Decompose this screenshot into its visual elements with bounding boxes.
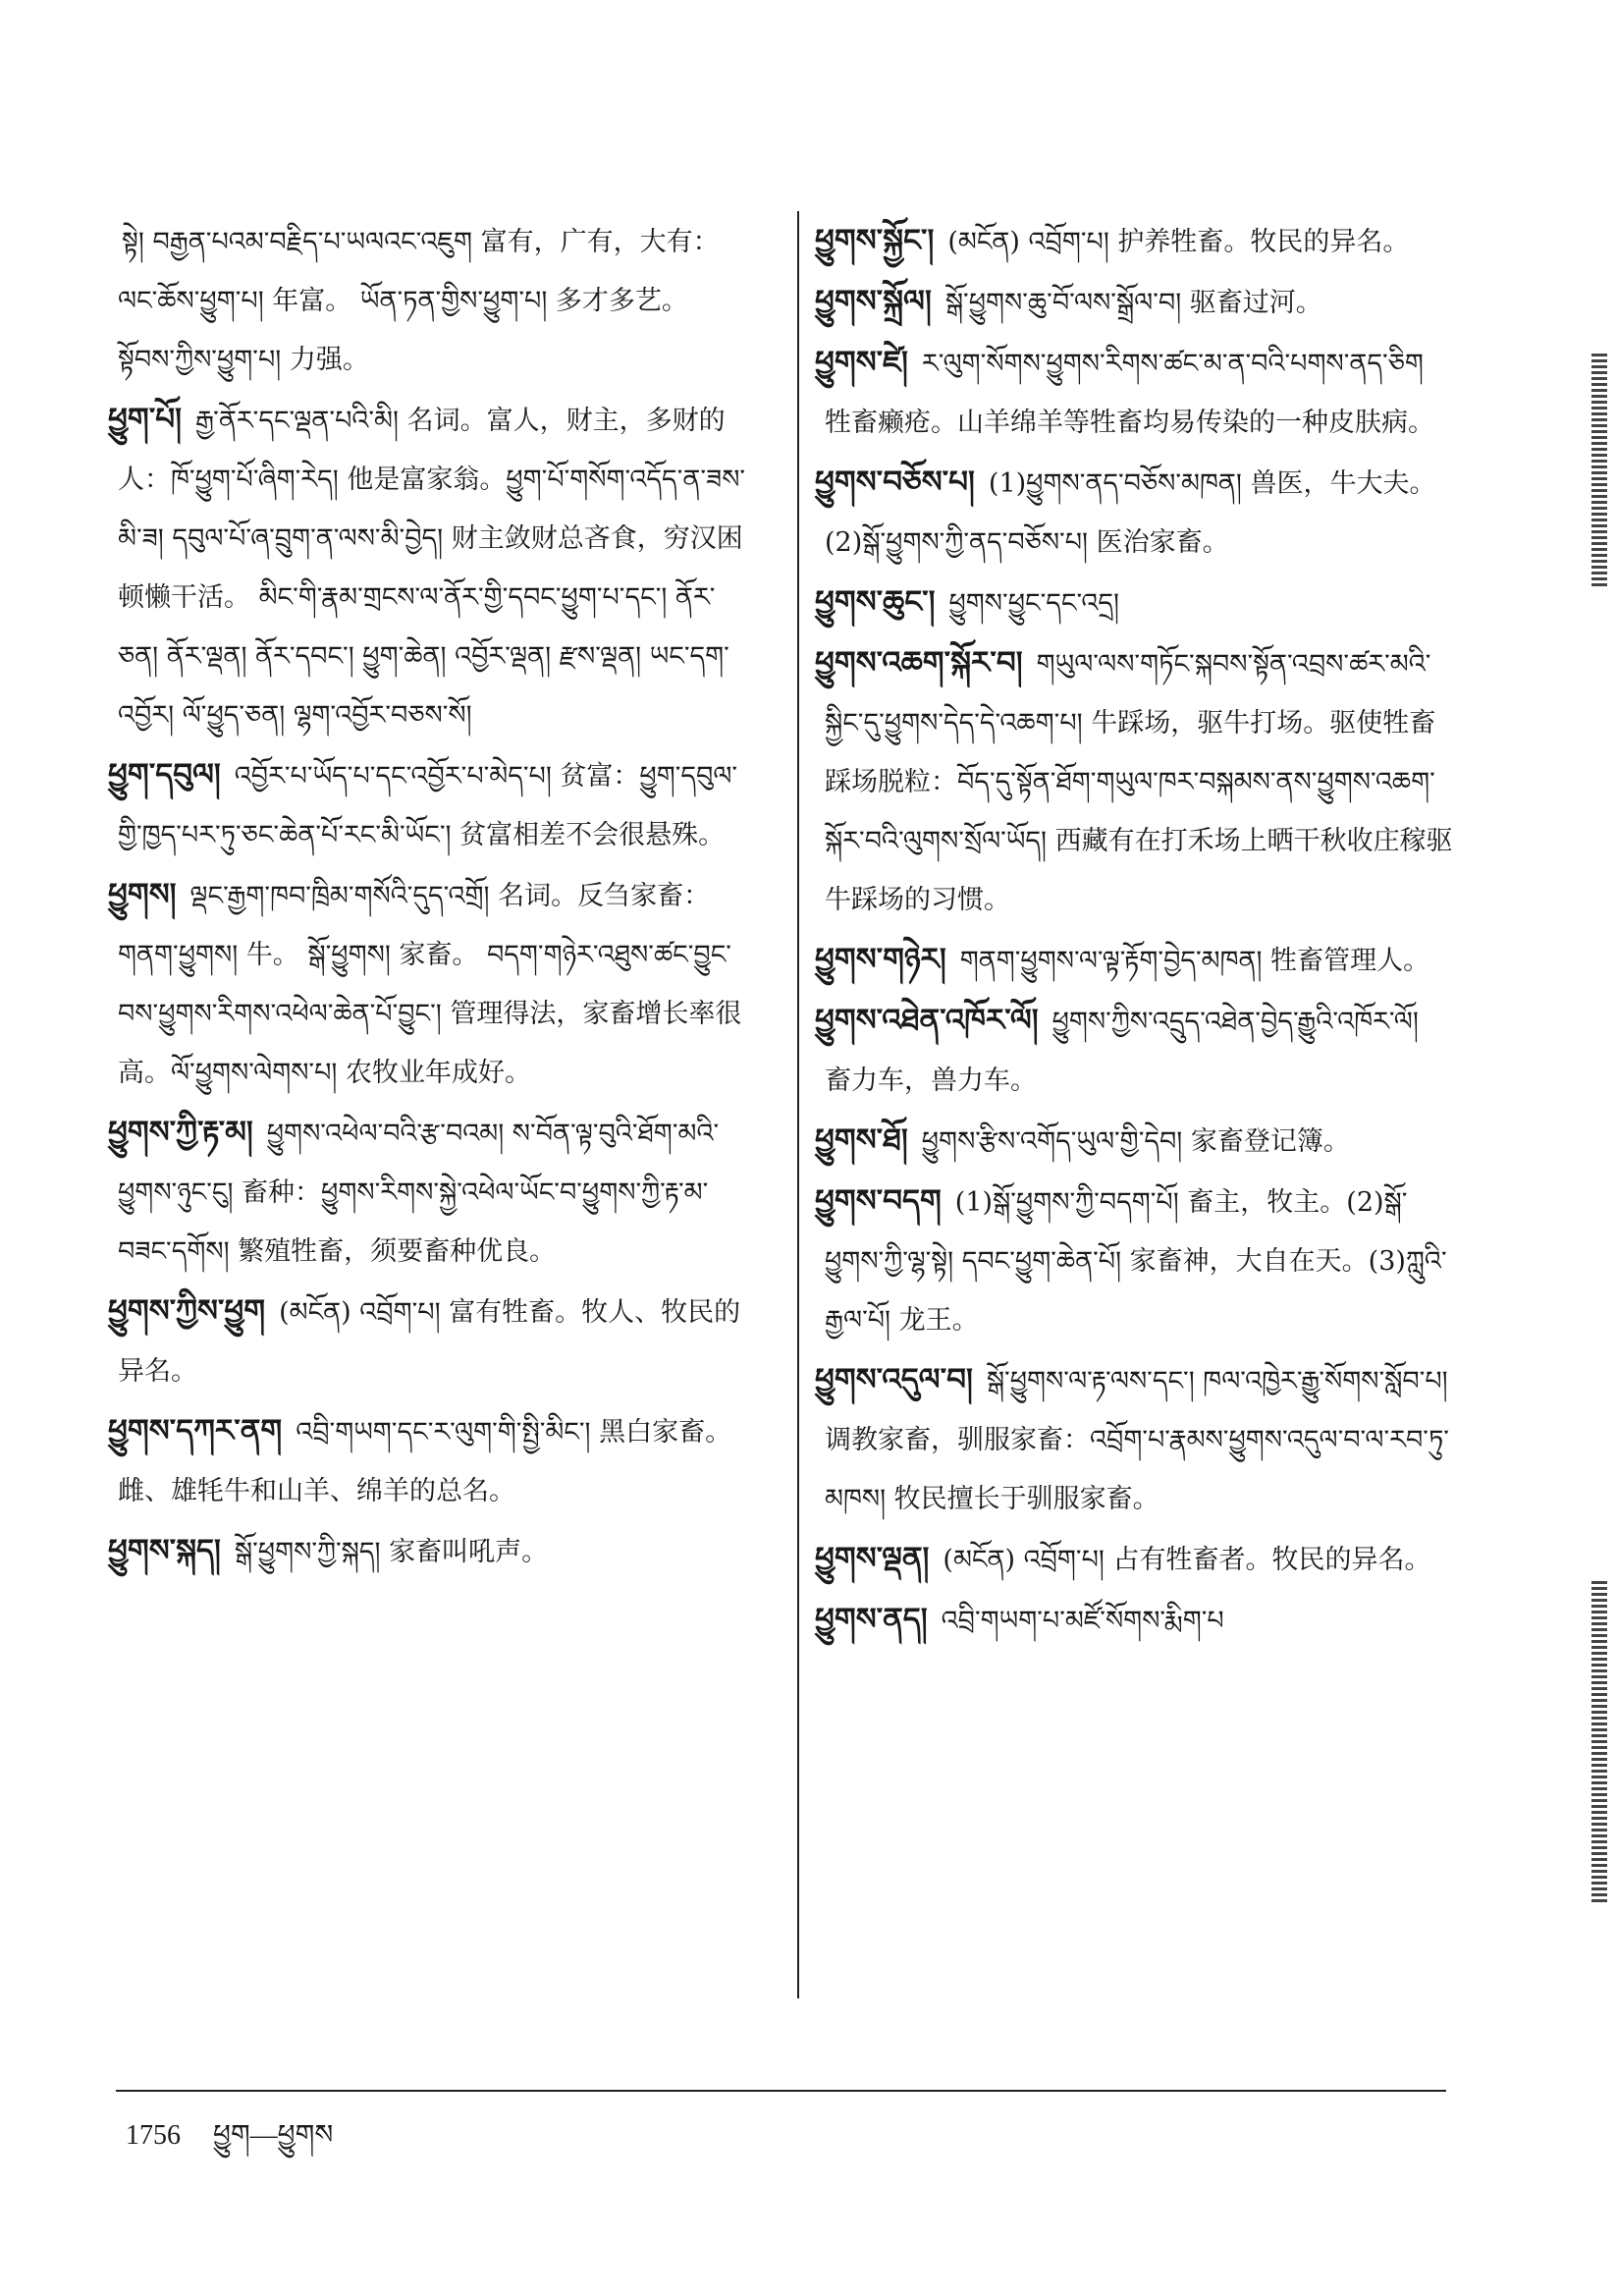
scan-edge-mark [1591, 1581, 1607, 1905]
dictionary-entry [108, 1521, 746, 1582]
footer-rule [116, 2090, 1446, 2092]
dictionary-entry [815, 333, 1453, 453]
dictionary-entry [815, 1529, 1453, 1590]
entry-definition: (མངོན) འབྲོག་པ། 护养牲畜。牧民的异名。 [947, 227, 1410, 257]
dictionary-entry [108, 865, 746, 1103]
entry-definition: རྒྱ་ནོར་དང་ལྡན་པའི་མི། 名词。富人，财主，多财的人：ཁོ་ཕྱུག་པོ་ཞིག་རེད། 他是富家翁。ཕྱུག་པོ་གསོག་འདོད་ན་ཟས་མི་ཟ། དབུལ་པོ་ཞ་བྲུག་ན་ལས་མི་བྱེད། 财主敛财总吝食，穷汉困顿懒干活。 མིང་གི་རྣམ་གྲངས་ལ་ནོར་གྱི་དབང་ཕྱུག་པ་དང་། ནོར་ཅན། ནོར་ལྡན། ནོར་དབང་། ཕྱུག་ཆེན། འབྱོར་ལྡན། རྫས་ལྡན། ཡང་དག་འབྱོར། ལོ་ཕྱུད་ཅན། ལྷག་འབྱོར་བཅས་སོ། [118, 406, 746, 731]
entry-definition: ལྡང་རྒྱག་ཁབ་ཁྲིམ་གསོའི་དུད་འགྲོ། 名词。反刍家畜：གནག་ཕྱུགས། 牛。 སྒོ་ཕྱུགས། 家畜。 བདག་གཉེར་འཐུས་ཚང་བྱུང་བས་ཕྱུགས་རིགས་འཕེལ་ཆེན་པོ་བྱུང་། 管理得法，家畜增长率很高。ལོ་ཕྱུགས་ལེགས་པ། 农牧业年成好。 [118, 881, 742, 1088]
entry-definition: ར་ལུག་སོགས་ཕྱུགས་རིགས་ཚང་མ་ན་བའི་པགས་ནད་ཅིག 牲畜癞疮。山羊绵羊等牲畜均易传染的一种皮肤病。 [825, 349, 1434, 438]
entry-headword: ཕྱུགས་འཐེན་འཁོར་ལོ། [815, 1003, 1039, 1038]
entry-definition: འབྲི་གཡག་དང་ར་ལུག་གི་སྤྱི་མིང་། 黑白家畜。雌、雄牦牛和山羊、绵羊的总名。 [118, 1417, 732, 1506]
entry-headword: ཕྱུགས་ཐོ། [815, 1122, 908, 1158]
dictionary-entry [815, 991, 1453, 1111]
entry-headword: ཕྱུགས་ཆུང་། [815, 584, 936, 620]
entry-headword: ཕྱུགས་དཀར་ནག [108, 1413, 283, 1449]
entry-definition: ཕྱུགས་ཕྱུང་དང་འདྲ། [948, 588, 1119, 619]
entry-headword: ཕྱུག་པོ། [108, 402, 182, 437]
dictionary-entry [815, 1590, 1453, 1651]
entry-headword: ཕྱུགས་སྐྱོང་། [815, 223, 935, 258]
entry-definition: གནག་ཕྱུགས་ལ་ལྟ་རྟོག་བྱེད་མཁན། 牲畜管理人。 [959, 946, 1430, 976]
entry-headword: ཕྱུགས། [108, 877, 177, 912]
entry-headword: ཕྱུགས་སྐྲོལ། [815, 284, 932, 319]
dictionary-entry [815, 211, 1453, 272]
page-footer [126, 2104, 358, 2181]
entry-headword: ཕྱུགས་གཉེར། [815, 942, 946, 977]
dictionary-entry [108, 1282, 746, 1401]
entry-definition: སྒོ་ཕྱུགས་ཆུ་བོ་ལས་སྒྲོལ་བ། 驱畜过河。 [944, 288, 1322, 318]
dictionary-entry [108, 745, 746, 865]
entry-definition: (1)སྒོ་ཕྱུགས་ཀྱི་བདག་པོ། 畜主，牧主。(2)སྒོ་ཕྱུགས་ཀྱི་ལྷ་སྟེ། དབང་ཕྱུག་ཆེན་པོ། 家畜神，大自在天。(3)ཀླུའི་རྒྱལ་པོ། 龙王。 [825, 1187, 1447, 1336]
entry-definition: (མངོན) འབྲོག་པ། 富有牲畜。牧人、牧民的异名。 [118, 1297, 741, 1387]
dictionary-entry [815, 272, 1453, 333]
column-separator [797, 211, 799, 1998]
dictionary-entry [815, 573, 1453, 633]
entry-definition: ཕྱུགས་འཕེལ་བའི་རྩ་བའམ། ས་བོན་ལྟ་བུའི་ཐོག་མའི་ཕྱུགས་ཉུང་ངུ། 畜种：ཕྱུགས་རིགས་སྐྱེ་འཕེལ་ཡོང་བ་ཕྱུགས་ཀྱི་རྟ་མ་བཟང་དགོས། 繁殖牲畜，须要畜种优良。 [118, 1119, 720, 1267]
running-head: ཕྱུག—ཕྱུགས [213, 2120, 334, 2151]
entry-definition: འབྲི་གཡག་པ་མཛོ་སོགས་རྨིག་པ [941, 1606, 1224, 1636]
entry-headword: ཕྱུགས་བདག [815, 1183, 942, 1219]
entry-definition: སྒོ་ཕྱུགས་ཀྱི་སྐད། 家畜叫吼声。 [234, 1537, 549, 1567]
entry-definition: ཕྱུགས་ཀྱིས་འདྲུད་འཐེན་བྱེད་རྒྱུའི་འཁོར་ལོ། 畜力车，兽力车。 [825, 1007, 1419, 1096]
dictionary-entry [815, 1350, 1453, 1529]
scan-edge-mark [1591, 354, 1607, 589]
entry-headword: ཕྱུགས་ཀྱི་རྟ་མ། [108, 1115, 253, 1150]
entry-definition: སྒོ་ཕྱུགས་ལ་རྟ་ལས་དང་། ཁལ་འཁྱེར་རྒྱུ་སོགས་སློབ་པ། 调教家畜，驯服家畜：འབྲོག་པ་རྣམས་ཕྱུགས་འདུལ་བ་ལ་རབ་ཏུ་མཁས། 牧民擅长于驯服家畜。 [825, 1366, 1449, 1514]
entry-definition: སྟེ། བརྒྱན་པའམ་བརྗིད་པ་ཡལའང་འཇུག 富有，广有，大有：ལང་ཆོས་ཕྱུག་པ། 年富。 ཡོན་ཏན་གྱིས་ཕྱུག་པ། 多才多艺。 སྟོབས་ཀྱིས་ཕྱུག་པ། 力强。 [118, 227, 720, 375]
right-column [815, 211, 1453, 1651]
entry-headword: ཕྱུག་དབུལ། [108, 757, 221, 793]
entry-definition: གཡུལ་ལས་གཏོང་སྐབས་སྟོན་འབྲས་ཚར་མའི་སྐྱིང་དུ་ཕྱུགས་དེད་དེ་འཆག་པ། 牛踩场，驱牛打场。驱使牲畜踩场脱粒：བོད་དུ་སྟོན་ཐོག་གཡུལ་ཁར་བསྐམས་ནས་ཕྱུགས་འཆག་སྐོར་བའི་ལུགས་སྲོལ་ཡོད། 西藏有在打禾场上晒干秋收庄稼驱牛踩场的习惯。 [825, 649, 1453, 915]
dictionary-entry [108, 1103, 746, 1282]
page-number: 1756 [126, 2120, 181, 2151]
entry-headword: ཕྱུགས་འཆག་སྐོར་བ། [815, 645, 1023, 681]
entry-headword: ཕྱུགས་ལྡན། [815, 1541, 930, 1576]
entry-headword: ཕྱུགས་ནད། [815, 1602, 928, 1637]
dictionary-entry [118, 211, 746, 390]
dictionary-entry [815, 453, 1453, 573]
entry-headword: ཕྱུགས་འདུལ་བ། [815, 1362, 973, 1397]
entry-headword: ཕྱུགས་བཅོས་པ། [815, 465, 975, 500]
dictionary-entry [108, 390, 746, 745]
dictionary-entry [815, 633, 1453, 930]
entry-definition: (1)ཕྱུགས་ནད་བཅོས་མཁན། 兽医，牛大夫。 (2)སྒོ་ཕྱུགས་ཀྱི་ནད་བཅོས་པ། 医治家畜。 [825, 468, 1436, 558]
dictionary-entry [815, 1172, 1453, 1350]
entry-definition: འབྱོར་པ་ཡོད་པ་དང་འབྱོར་པ་མེད་པ། 贫富：ཕྱུག་དབུལ་གྱི་ཁྱད་པར་ཏུ་ཅང་ཆེན་པོ་རང་མི་ཡོང་། 贫富相差不会很悬殊。 [118, 761, 738, 850]
dictionary-entry [108, 1401, 746, 1521]
entry-headword: ཕྱུགས་ཀྱིས་ཕྱུག [108, 1293, 266, 1329]
dictionary-entry [815, 930, 1453, 991]
entry-headword: ཕྱུགས་སྐད། [108, 1533, 221, 1568]
entry-definition: ཕྱུགས་རྩིས་འགོད་ཡུལ་གྱི་དེབ། 家畜登记簿。 [921, 1126, 1350, 1157]
entry-headword: ཕྱུགས་ཛེ། [815, 345, 908, 380]
entry-definition: (མངོན) འབྲོག་པ། 占有牲畜者。牧民的异名。 [943, 1545, 1431, 1575]
left-column [108, 211, 746, 1582]
dictionary-entry [815, 1111, 1453, 1172]
